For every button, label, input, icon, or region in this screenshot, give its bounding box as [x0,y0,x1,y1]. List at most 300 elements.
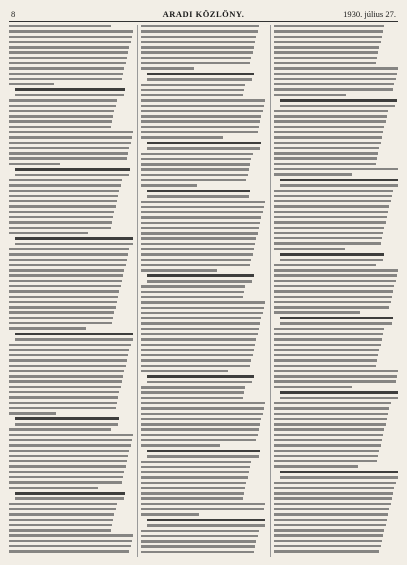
text-line [274,540,382,542]
text-line [274,157,377,159]
column-3 [274,25,398,557]
text-line [280,391,398,394]
text-line [9,402,117,404]
text-line [141,110,263,112]
text-line [274,386,352,388]
text-line [274,328,384,330]
text-line [9,290,119,292]
text-line [274,492,393,494]
text-line [9,62,126,64]
text-line [274,450,379,452]
text-line [274,497,392,499]
text-line [280,317,393,320]
text-line [9,105,116,107]
text-line [9,184,121,186]
text-line [280,253,384,256]
article-columns [9,25,398,557]
column-2 [141,25,265,557]
text-line [274,513,388,515]
text-line [274,110,388,112]
text-line [9,179,122,181]
text-line [141,285,245,287]
text-line [141,206,264,208]
text-line [147,142,261,145]
text-line [274,211,388,213]
text-line [274,131,383,133]
text-line [274,285,394,287]
text-line [141,232,258,234]
text-line [274,529,384,531]
text-line [141,120,260,122]
text-line [9,131,133,133]
text-line [141,237,256,239]
text-line [9,157,127,159]
text-line [280,471,398,474]
column-divider [270,25,271,557]
text-line [274,354,378,356]
text-line [141,153,253,155]
text-line [147,147,260,149]
text-line [9,444,131,446]
text-line [9,359,127,361]
text-line [141,216,261,218]
column-divider [137,25,138,557]
text-line [9,274,123,276]
text-line [147,73,254,76]
text-line [9,550,129,552]
text-line [274,62,376,64]
text-line [9,450,129,452]
text-line [9,317,113,319]
text-line [274,46,379,48]
text-line [9,285,121,287]
text-line [274,142,381,144]
text-line [141,487,245,489]
text-line [274,237,382,239]
header-rule [9,21,398,22]
text-line [141,359,251,361]
text-line [274,370,398,372]
text-line [9,163,60,165]
text-line [280,476,398,478]
text-line [9,110,114,112]
text-line [141,545,255,547]
text-line [274,338,382,340]
text-line [9,30,133,32]
text-line [141,222,260,224]
text-line [274,349,379,351]
text-line [9,126,111,128]
text-line [141,46,254,48]
text-line [141,397,243,399]
text-line [9,439,132,441]
text-line [15,174,129,176]
text-line [9,396,118,398]
text-line [141,497,243,499]
text-line [274,227,384,229]
text-line [15,333,133,336]
text-line [141,402,265,404]
text-line [9,434,133,436]
text-line [141,551,254,553]
text-line [147,195,249,197]
text-line [274,83,394,85]
text-line [9,280,122,282]
text-line [9,534,133,536]
text-line [141,41,255,43]
text-line [9,471,124,473]
text-line [9,344,131,346]
text-line [141,391,244,393]
text-line [141,126,259,128]
text-line [9,78,122,80]
text-line [9,142,131,144]
text-line [9,380,122,382]
text-line [274,190,393,192]
text-line [274,460,377,462]
text-line [9,349,129,351]
text-line [9,211,114,213]
text-line [9,354,128,356]
text-line [141,296,243,298]
text-line [15,492,125,495]
text-line [9,365,126,367]
text-line [274,487,394,489]
text-line [147,381,252,383]
text-line [274,519,387,521]
text-line [9,428,111,430]
text-line [9,46,129,48]
text-line [141,407,264,409]
text-line [141,439,256,441]
text-line [9,301,117,303]
text-line [274,423,386,425]
text-line [9,391,119,393]
text-line [274,51,378,53]
text-line [274,163,376,165]
text-line [9,407,116,409]
text-line [141,131,258,133]
text-line [9,519,113,521]
text-line [147,274,254,277]
text-line [141,513,199,515]
text-line [274,120,386,122]
text-line [141,413,263,415]
text-line [147,375,254,378]
text-line [147,519,265,522]
text-line [141,466,250,468]
text-line [141,492,244,494]
text-line [274,73,397,75]
text-line [274,380,396,382]
text-line [9,327,86,329]
text-line [141,30,258,32]
text-line [280,259,383,261]
text-line [141,253,253,255]
text-line [274,311,360,313]
text-line [141,259,251,261]
text-line [9,99,117,101]
text-line [274,242,381,244]
text-line [274,306,389,308]
text-line [274,344,381,346]
text-line [9,115,113,117]
text-line [147,450,260,453]
text-line [141,291,244,293]
text-line [141,530,259,532]
text-line [9,513,114,515]
text-line [141,471,249,473]
text-line [9,67,124,69]
text-line [9,306,116,308]
text-line [274,216,387,218]
text-line [274,333,383,335]
text-line [274,78,396,80]
text-line [9,296,118,298]
text-line [274,439,382,441]
text-line [141,174,248,176]
text-line [141,179,246,181]
text-line [15,338,133,340]
text-line [274,434,383,436]
text-line [274,232,383,234]
text-line [147,524,265,526]
text-line [9,370,124,372]
text-line [141,168,249,170]
text-line [274,280,396,282]
text-line [9,83,54,85]
text-line [9,476,123,478]
text-line [141,349,254,351]
text-line [141,370,228,372]
text-line [9,136,132,138]
text-line [9,195,118,197]
text-line [15,88,125,91]
text-line [9,540,132,542]
text-line [141,338,256,340]
text-line [274,418,387,420]
text-line [274,375,397,377]
text-line [141,540,256,542]
text-line [9,259,127,261]
text-line [141,201,265,203]
column-1 [9,25,133,557]
text-line [9,25,111,27]
text-line [141,386,245,388]
text-line [141,227,259,229]
text-line [274,359,377,361]
text-line [9,487,98,489]
text-line [147,280,252,282]
text-line [274,455,378,457]
text-line [141,67,194,69]
text-line [141,328,259,330]
text-line [280,105,395,107]
text-line [141,51,253,53]
text-line [141,322,260,324]
text-line [141,84,245,86]
text-line [141,211,263,213]
text-line [9,264,126,266]
text-line [147,455,259,457]
text-line [141,158,251,160]
text-line [274,94,346,96]
text-line [15,497,124,499]
newspaper-title: ARADI KÖZLÖNY. [162,9,245,19]
text-line [274,205,389,207]
text-line [9,253,128,255]
text-line [274,57,377,59]
text-line [141,535,258,537]
text-line [9,200,117,202]
text-line [9,190,119,192]
text-line [141,344,255,346]
text-line [280,397,398,399]
text-line [9,227,111,229]
text-line [274,508,389,510]
text-line [9,248,129,250]
text-line [141,269,217,271]
text-line [141,25,259,27]
newspaper-page [9,8,398,557]
text-line [9,36,132,38]
text-line [274,402,391,404]
text-line [9,524,112,526]
text-line [141,57,251,59]
text-line [9,545,131,547]
text-line [141,136,223,138]
text-line [141,301,265,303]
text-line [274,534,383,536]
text-line [9,41,131,43]
text-line [9,455,128,457]
text-line [141,264,250,266]
text-line [141,503,265,505]
text-line [141,333,258,335]
text-line [274,269,398,271]
text-line [274,173,352,175]
text-line [141,317,261,319]
text-line [9,147,129,149]
text-line [9,57,127,59]
text-line [141,365,250,367]
text-line [9,205,116,207]
text-line [141,428,259,430]
text-line [9,73,123,75]
text-line [9,465,126,467]
text-line [141,434,258,436]
text-line [15,417,119,420]
text-line [274,147,379,149]
text-line [274,67,398,69]
text-line [141,105,264,107]
text-line [280,179,398,182]
text-line [141,115,261,117]
text-line [274,115,387,117]
text-line [9,232,88,234]
text-line [274,365,376,367]
text-line [15,237,133,240]
text-line [274,248,345,250]
text-line [274,413,388,415]
text-line [274,428,384,430]
text-line [9,120,112,122]
text-line [9,481,122,483]
text-line [9,51,128,53]
text-line [274,200,391,202]
issue-date: 1930. július 27. [343,9,396,19]
text-line [274,264,376,266]
text-line [274,482,396,484]
text-line [274,296,392,298]
text-line [9,152,128,154]
text-line [147,190,250,193]
text-line [141,312,263,314]
text-line [141,508,264,510]
text-line [9,529,111,531]
text-line [274,136,382,138]
text-line [280,322,392,324]
text-line [274,25,384,27]
masthead [9,8,398,20]
text-line [274,36,382,38]
text-line [274,465,358,467]
text-line [141,482,246,484]
text-line [9,216,113,218]
text-line [141,99,265,101]
text-line [274,524,386,526]
text-line [141,163,250,165]
text-line [147,78,252,80]
text-line [274,301,391,303]
text-line [274,550,379,552]
text-line [274,195,392,197]
text-line [141,62,250,64]
text-line [141,418,261,420]
text-line [274,444,381,446]
text-line [9,221,112,223]
text-line [274,274,397,276]
text-line [141,444,220,446]
text-line [141,94,243,96]
text-line [274,41,381,43]
text-line [9,269,124,271]
text-line [141,307,264,309]
text-line [280,184,398,186]
text-line [274,88,393,90]
text-line [9,460,127,462]
text-line [9,375,123,377]
text-line [9,322,112,324]
text-line [15,243,133,245]
text-line [274,152,378,154]
text-line [274,545,381,547]
text-line [141,476,248,478]
text-line [141,36,256,38]
text-line [274,503,391,505]
text-line [280,99,397,102]
text-line [15,168,130,171]
text-line [274,168,398,170]
text-line [141,243,255,245]
text-line [141,248,254,250]
text-line [274,407,389,409]
text-line [274,290,393,292]
text-line [15,94,124,96]
page-number: 8 [11,9,16,19]
text-line [15,423,118,425]
text-line [9,508,116,510]
